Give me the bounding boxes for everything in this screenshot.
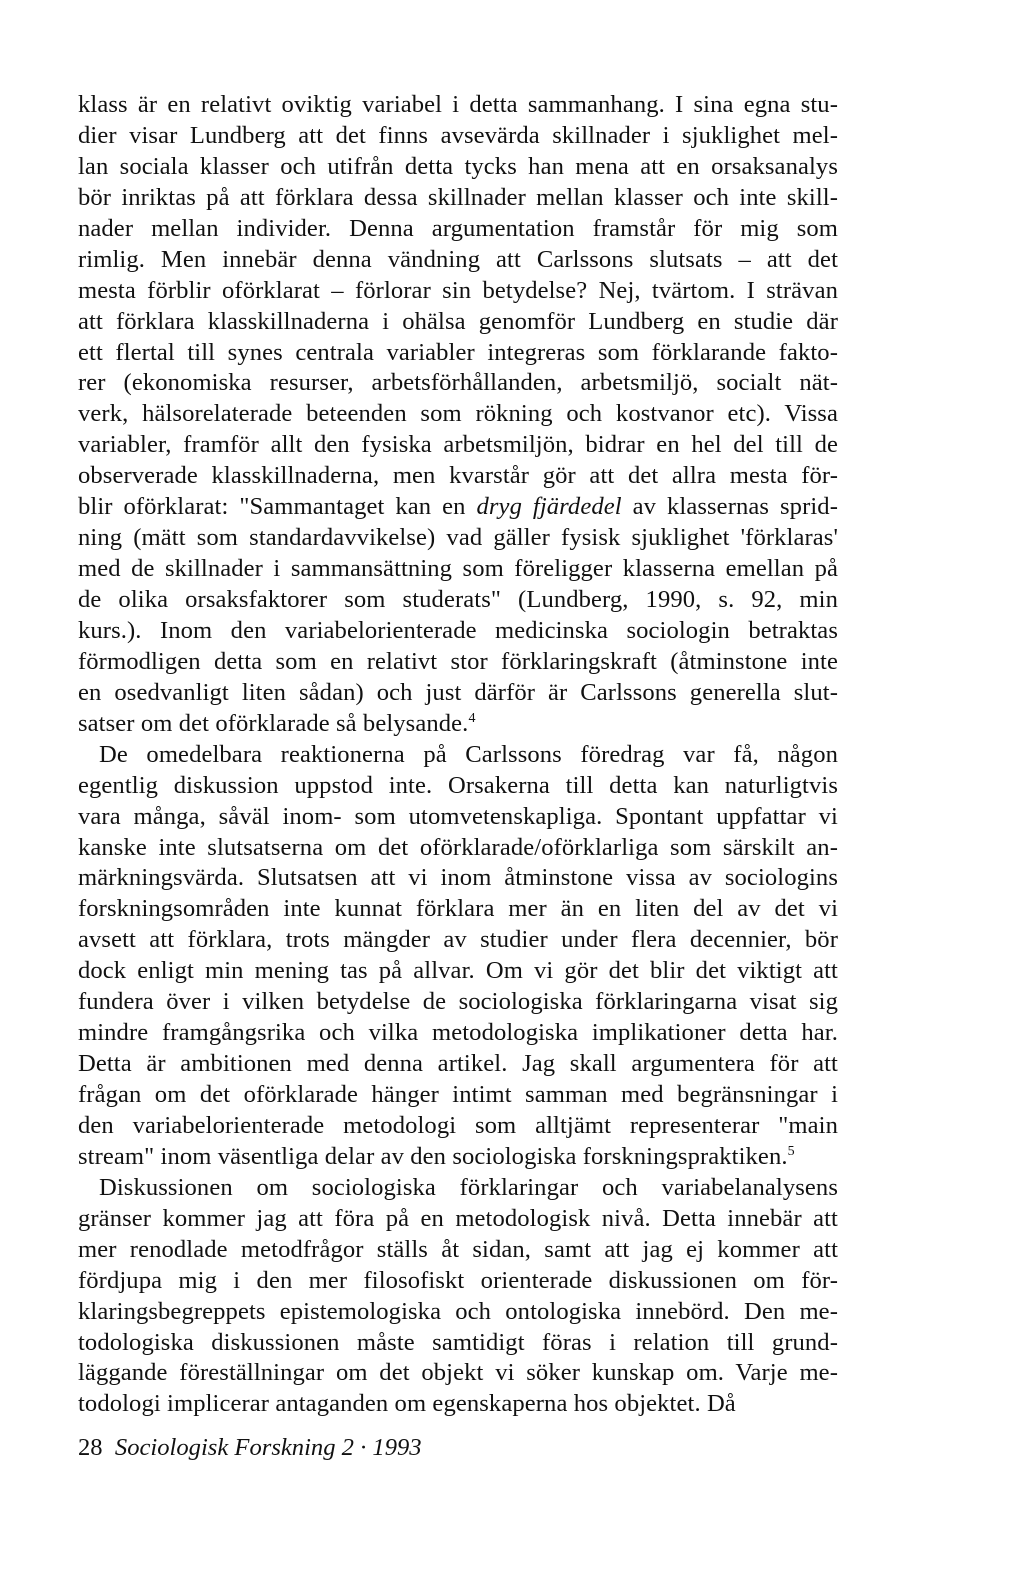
text-segment: todologiska diskussionen måste samtidigt föras i relation till grund-	[78, 1328, 838, 1356]
text-segment: De omedelbara reaktionerna på Carlssons föredrag var få, någon	[99, 740, 838, 768]
text-line	[78, 245, 838, 276]
text-line	[78, 554, 838, 585]
text-segment: bör inriktas på att förklara dessa skillnader mellan klasser och inte skill-	[78, 183, 838, 211]
text-line	[78, 647, 838, 678]
text-segment: lan sociala klasser och utifrån detta tycks han mena att en orsaksanalys	[78, 152, 838, 180]
text-segment: kurs.). Inom den variabelorienterade medicinska sociologin betraktas	[78, 616, 838, 644]
text-segment: dier visar Lundberg att det finns avsevärda skillnader i sjuklighet mel-	[78, 121, 838, 149]
text-segment: att förklara klasskillnaderna i ohälsa genomför Lundberg en studie där	[78, 307, 838, 335]
text-line	[78, 1235, 838, 1266]
text-line	[78, 214, 838, 245]
text-segment: läggande föreställningar om det objekt vi söker kunskap om. Varje me-	[78, 1359, 838, 1387]
text-line	[78, 1358, 838, 1389]
text-segment: nader mellan individer. Denna argumentation framstår för mig som	[78, 214, 838, 242]
text-segment: fördjupa mig i den mer filosofiskt orienterade diskussionen om för-	[78, 1266, 838, 1294]
text-segment: gränser kommer jag att föra på en metodologisk nivå. Detta innebär att	[78, 1204, 838, 1232]
text-segment: Diskussionen om sociologiska förklaringar och variabelanalysens	[99, 1173, 838, 1201]
text-line	[78, 276, 838, 307]
text-line	[78, 987, 838, 1018]
text-line	[78, 183, 838, 214]
text-segment: ett flertal till synes centrala variabler integreras som förklarande fakto-	[78, 338, 838, 366]
text-segment: en osedvanligt liten sådan) och just därför är Carlssons generella slut-	[78, 678, 838, 706]
text-segment: mer renodlade metodfrågor ställs åt sidan, samt att jag ej kommer att	[78, 1235, 838, 1263]
text-line	[78, 925, 838, 956]
text-segment: klass är en relativt oviktig variabel i detta sammanhang. I sina egna stu-	[78, 91, 838, 118]
page-number: 28	[78, 1434, 103, 1461]
text-segment: satser om det oförklarade så belysande.	[78, 709, 469, 737]
text-line	[78, 894, 838, 925]
text-segment: forskningsområden inte kunnat förklara mer än en liten del av det vi	[78, 895, 838, 923]
body-text	[78, 90, 838, 1420]
text-line	[78, 121, 838, 152]
text-segment: fundera över i vilken betydelse de sociologiska förklaringarna visat sig	[78, 988, 838, 1016]
text-segment: rer (ekonomiska resurser, arbetsförhållanden, arbetsmiljö, socialt nät-	[78, 369, 838, 397]
text-line	[78, 1297, 838, 1328]
footnote-marker: 4	[468, 710, 476, 726]
text-line	[78, 461, 838, 492]
text-line	[78, 492, 838, 523]
text-line	[78, 1266, 838, 1297]
text-segment: observerade klasskillnaderna, men kvarstår gör att det allra mesta för-	[78, 462, 838, 490]
text-line	[78, 430, 838, 461]
text-segment: avsett att förklara, trots mängder av studier under flera decennier, bör	[78, 926, 838, 954]
text-line	[78, 1389, 838, 1420]
text-segment: blir oförklarat: "Sammantaget kan en	[78, 493, 477, 521]
text-segment: mesta förblir oförklarat – förlorar sin betydelse? Nej, tvärtom. I strävan	[78, 276, 838, 304]
text-segment: dock enligt min mening tas på allvar. Om vi gör det blir det viktigt att	[78, 957, 838, 985]
text-segment: ning (mätt som standardavvikelse) vad gäller fysisk sjuklighet 'förklaras'	[78, 524, 838, 552]
text-segment: märkningsvärda. Slutsatsen att vi inom åtminstone vissa av sociologins	[78, 864, 838, 892]
text-line	[78, 90, 838, 121]
text-line	[78, 152, 838, 183]
text-line	[78, 1328, 838, 1359]
text-line	[78, 678, 838, 709]
text-line	[78, 956, 838, 987]
text-line	[78, 307, 838, 338]
text-segment: mindre framgångsrika och vilka metodologiska implikationer detta har.	[78, 1019, 838, 1047]
text-segment: frågan om det oförklarade hänger intimt samman med begränsningar i	[78, 1081, 838, 1108]
page-footer	[78, 1433, 422, 1463]
text-segment: variabler, framför allt den fysiska arbetsmiljön, bidrar en hel del till de	[78, 431, 838, 459]
text-segment: Detta är ambitionen med denna artikel. Jag skall argumentera för att	[78, 1050, 838, 1078]
text-segment: verk, hälsorelaterade beteenden som rökning och kostvanor etc). Vissa	[78, 400, 838, 428]
text-segment: kanske inte slutsatserna om det oförklarade/oförklarliga som särskilt an-	[78, 833, 838, 861]
text-line	[78, 863, 838, 894]
text-segment: stream" inom väsentliga delar av den sociologiska forskningspraktiken.	[78, 1142, 788, 1170]
text-segment: klaringsbegreppets epistemologiska och ontologiska innebörd. Den me-	[78, 1297, 838, 1325]
text-line	[78, 740, 838, 771]
text-segment: de olika orsaksfaktorer som studerats" (Lundberg, 1990, s. 92, min	[78, 586, 838, 613]
text-segment: med de skillnader i sammansättning som föreligger klasserna emellan på	[78, 555, 838, 583]
text-line	[78, 771, 838, 802]
text-segment: rimlig. Men innebär denna vändning att Carlssons slutsats – att det	[78, 245, 838, 273]
text-line	[78, 1080, 838, 1111]
text-line	[78, 1142, 838, 1173]
text-line	[78, 523, 838, 554]
text-line	[78, 1111, 838, 1142]
text-line	[78, 802, 838, 833]
text-line	[78, 585, 838, 616]
text-line	[78, 709, 838, 740]
text-line	[78, 1204, 838, 1235]
footnote-marker: 5	[787, 1143, 795, 1159]
text-segment: förmodligen detta som en relativt stor förklaringskraft (åtminstone inte	[78, 647, 838, 675]
journal-title: Sociologisk Forskning 2 · 1993	[114, 1434, 422, 1461]
text-segment: vara många, såväl inom- som utomvetenskapliga. Spontant uppfattar vi	[78, 802, 838, 830]
text-line	[78, 833, 838, 864]
text-line	[78, 1018, 838, 1049]
text-segment: egentlig diskussion uppstod inte. Orsakerna till detta kan naturligtvis	[78, 771, 838, 799]
italic-phrase: dryg fjärdedel	[476, 493, 622, 521]
text-segment: av klassernas sprid-	[621, 493, 838, 521]
text-line	[78, 368, 838, 399]
text-segment: todologi implicerar antaganden om egenskaperna hos objektet. Då	[78, 1390, 736, 1418]
text-line	[78, 399, 838, 430]
text-line	[78, 1173, 838, 1204]
text-segment: den variabelorienterade metodologi som alltjämt representerar "main	[78, 1111, 838, 1139]
text-line	[78, 338, 838, 369]
text-line	[78, 616, 838, 647]
text-line	[78, 1049, 838, 1080]
